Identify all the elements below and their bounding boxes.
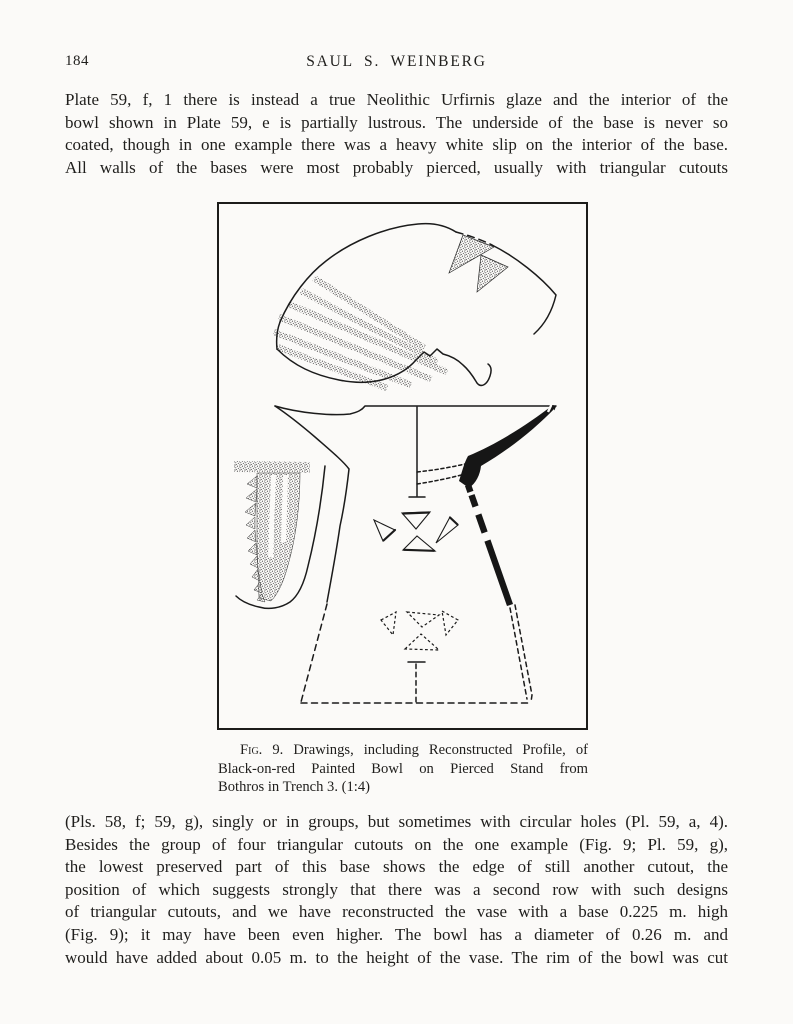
figure-caption-line: Fig. 9. Drawings, including Reconstructed Profile, of xyxy=(240,742,588,758)
paragraph-top xyxy=(65,89,728,179)
page-number: 184 xyxy=(65,53,89,69)
body-text-line: (Fig. 9); it may have been even higher. The bowl has a diameter of 0.26 m. and xyxy=(65,924,728,944)
figure-box xyxy=(217,202,588,730)
figure-caption xyxy=(218,741,588,797)
figure-label: Fig. 9. xyxy=(240,742,284,758)
body-text-line: All walls of the bases were most probably pierced, usually with triangular cutouts xyxy=(65,157,728,177)
body-text-line: (Pls. 58, f; 59, g), singly or in groups, but sometimes with circular holes (Pl. 59, a, 4). xyxy=(65,812,728,831)
body-text-line: would have added about 0.05 m. to the height of the vase. The rim of the bowl was cut xyxy=(65,947,728,967)
body-text-line: the lowest preserved part of this base shows the edge of still another cutout, the xyxy=(65,857,728,877)
body-text-line: Plate 59, f, 1 there is instead a true Neolithic Urfirnis glaze and the interior of the xyxy=(65,90,728,109)
edge-sherd-drawing xyxy=(234,461,325,608)
body-text-line: of triangular cutouts, and we have reconstructed the vase with a base 0.225 m. high xyxy=(65,902,728,922)
paragraph-bottom xyxy=(65,811,728,969)
body-text-line: Besides the group of four triangular cutouts on the one example (Fig. 9; Pl. 59, g), xyxy=(65,834,728,854)
body-text-line: bowl shown in Plate 59, e is partially lustrous. The underside of the base is never so xyxy=(65,112,728,132)
figure-caption-line: Bothros in Trench 3. (1:4) xyxy=(218,779,371,796)
bowl-sherd-drawing xyxy=(274,224,556,388)
figure-9-drawing xyxy=(219,204,586,728)
figure-caption-line: Black-on-red Painted Bowl on Pierced Stand from xyxy=(218,760,588,777)
profile-drawing xyxy=(275,405,556,704)
body-text-line: coated, though in one example there was a heavy white slip on the interior of the base. xyxy=(65,135,728,155)
body-text-line: position of which suggests strongly that there was a second row with such designs xyxy=(65,879,728,899)
running-head: SAUL S. WEINBERG xyxy=(306,53,487,70)
